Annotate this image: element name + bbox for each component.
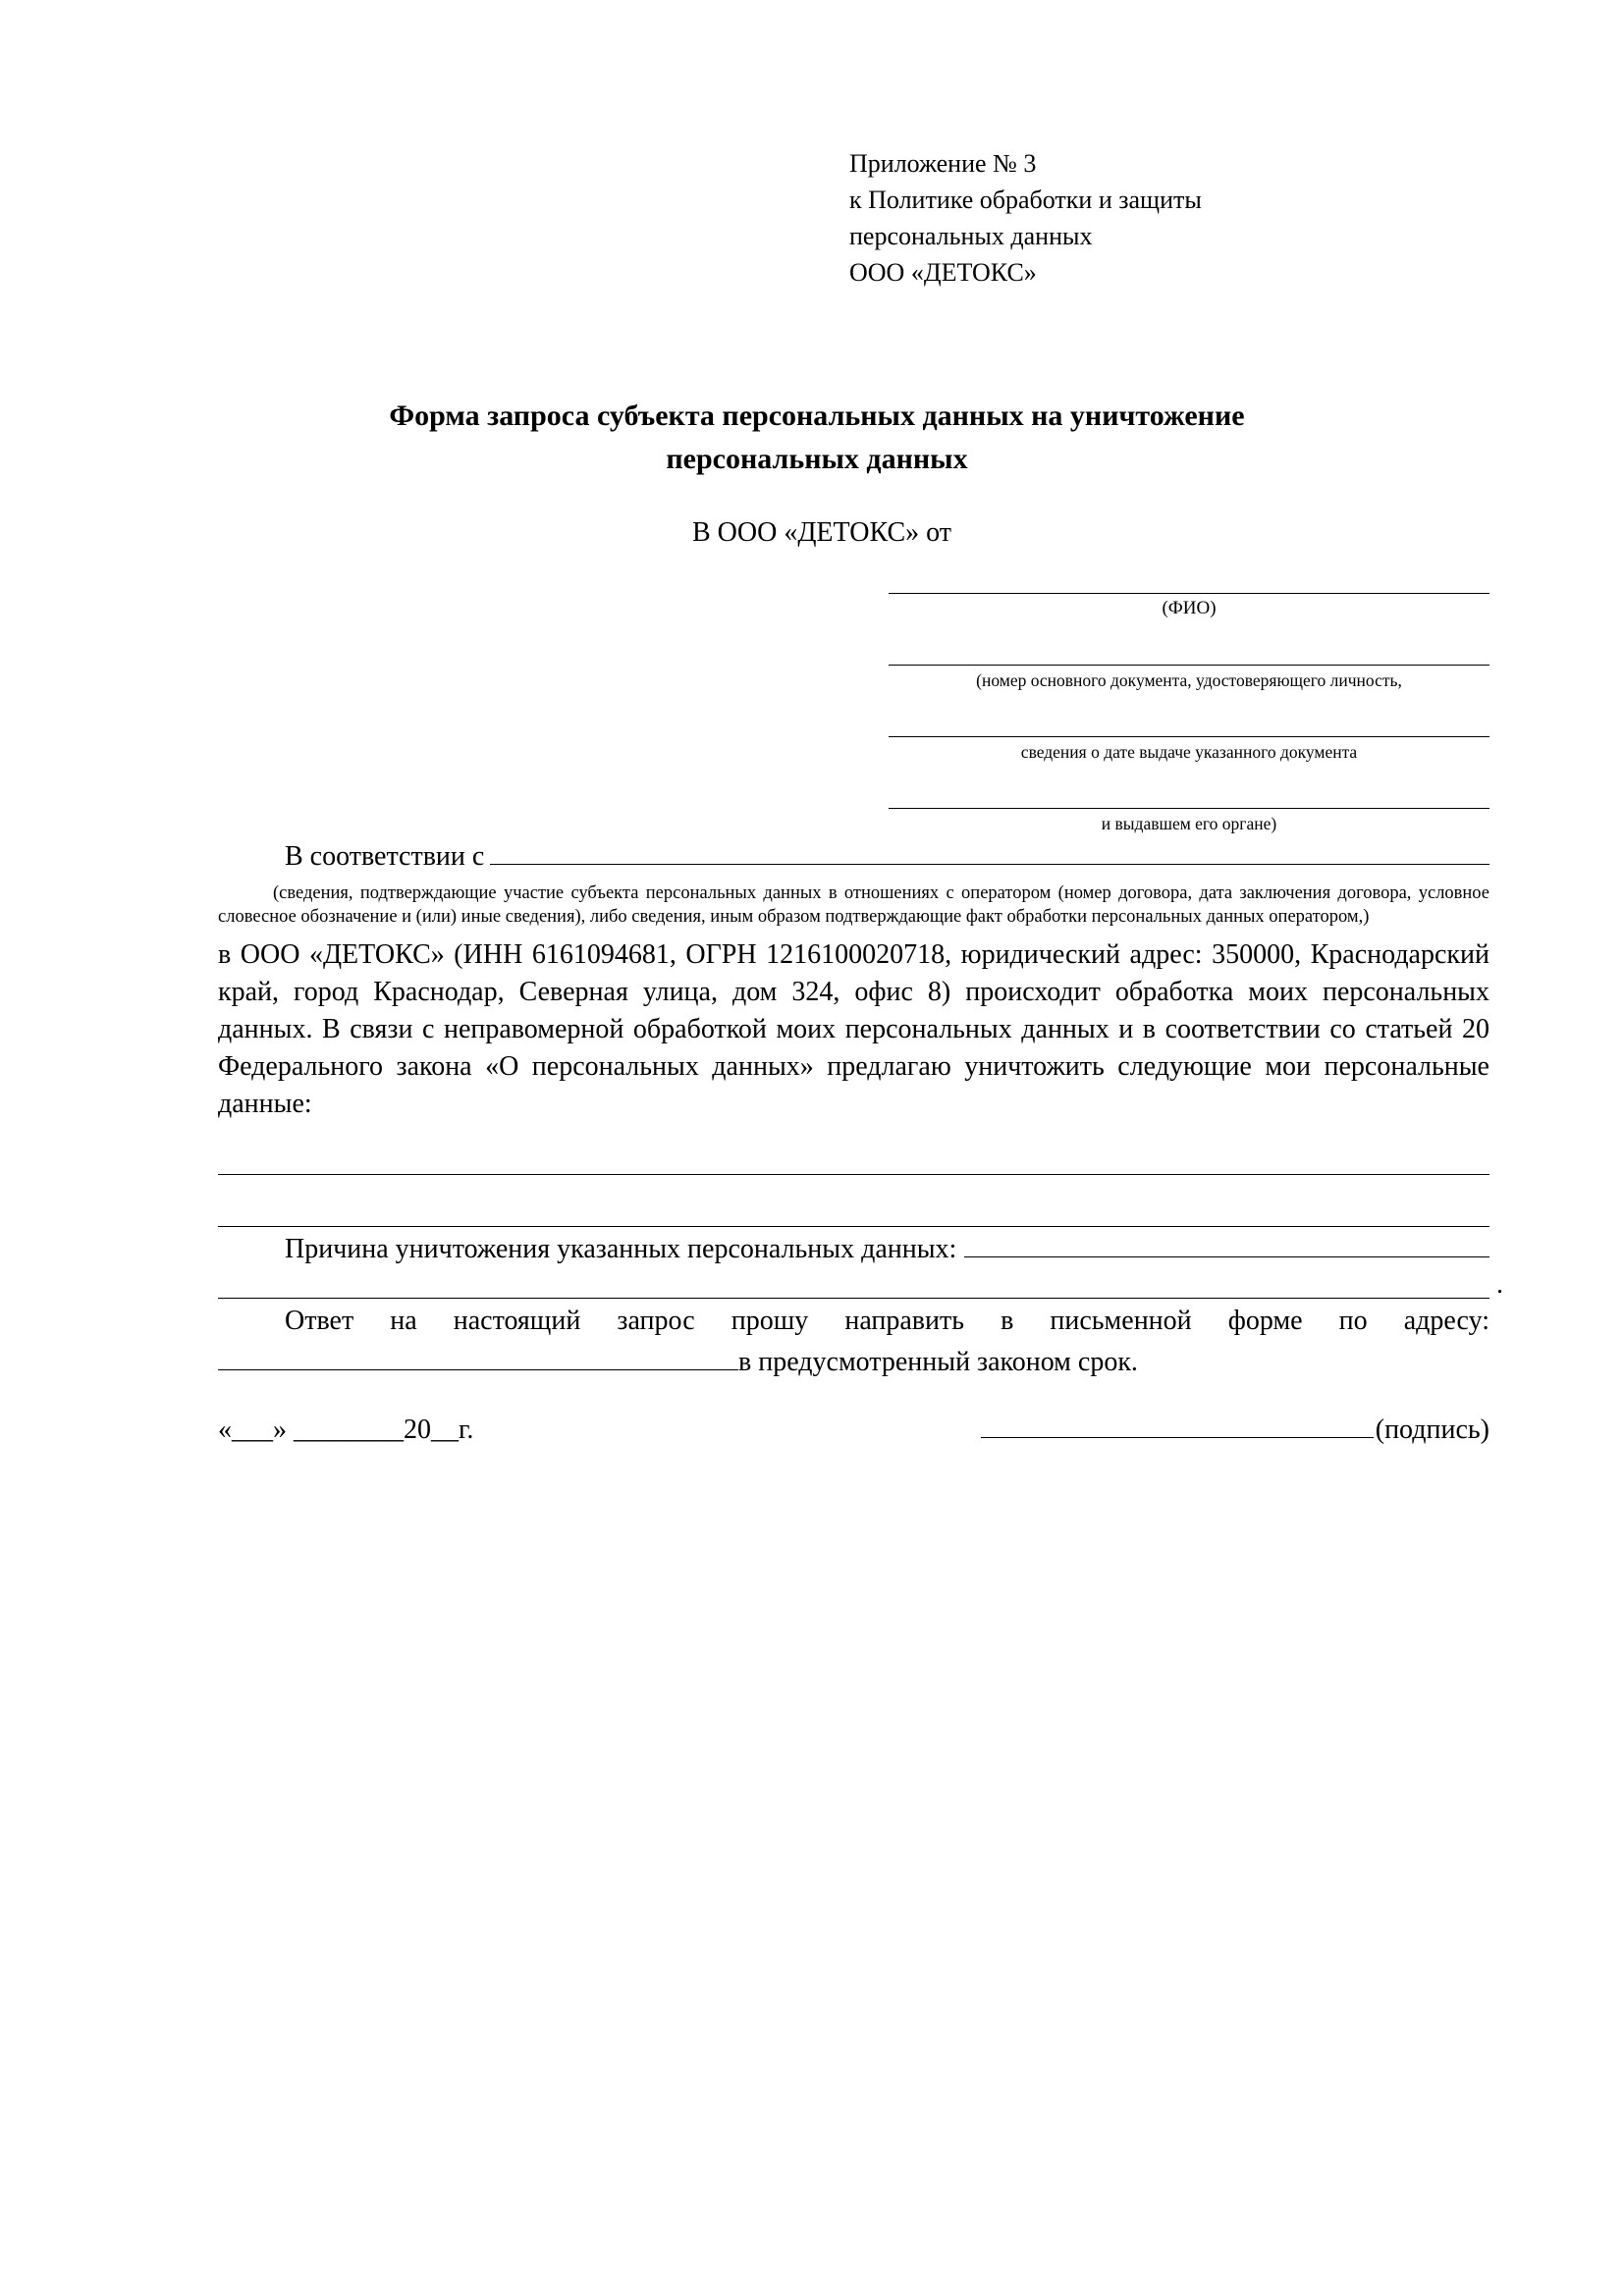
main-paragraph: в ООО «ДЕТОКС» (ИНН 6161094681, ОГРН 1216100020718, юридический адрес: 350000, Краснодарский край, город Краснодар, Северная улица, дом 324, офис 8) происходит обработка моих персональных данных. В связи с неправомерной обработкой моих персональных данных и в соответствии со статьей 20 Федерального закона «О персональных данных» предлагаю уничтожить следующие мои персональные данные: xyxy=(218,939,1489,1119)
applicant-document-date-input[interactable] xyxy=(889,703,1489,737)
answer-paragraph xyxy=(218,1303,1489,1340)
applicant-fio-input[interactable] xyxy=(889,560,1489,594)
page-title-line-1: Форма запроса субъекта персональных данных на уничтожение xyxy=(389,400,1245,432)
signature-field xyxy=(981,1412,1489,1446)
answer-address-row xyxy=(218,1342,1489,1381)
applicant-fio-caption: (ФИО) xyxy=(1162,598,1217,618)
applicant-fields xyxy=(889,560,1489,846)
reason-input-2[interactable] xyxy=(218,1268,1503,1300)
applicant-document-issuer-input[interactable] xyxy=(889,774,1489,809)
signature-row xyxy=(218,1412,1489,1446)
applicant-document-number-caption: (номер основного документа, удостоверяющего личность, xyxy=(976,670,1402,690)
applicant-document-date-caption: сведения о дате выдаче указанного документа xyxy=(1020,742,1358,762)
answer-address-tail: в предусмотренный законом срок. xyxy=(738,1347,1138,1377)
answer-paragraph-text: Ответ на настоящий запрос прошу направить в письменной форме по адресу: xyxy=(285,1306,1489,1336)
document-body xyxy=(218,836,1503,1381)
page-title xyxy=(218,395,1416,481)
answer-address-input[interactable] xyxy=(218,1342,738,1370)
appendix-line-3: персональных данных xyxy=(849,222,1093,250)
accordance-label: В соответствии с xyxy=(285,841,485,872)
applicant-document-issuer-caption: и выдавшем его органе) xyxy=(1101,814,1277,833)
page-title-line-2: персональных данных xyxy=(666,443,968,475)
accordance-note xyxy=(218,881,1489,929)
accordance-note-text: (сведения, подтверждающие участие субъекта персональных данных в отношениях с оператором (номер договора, дата заключения договора, условное словесное обозначение и (или) иные сведения), либо сведения, иным образом подтверждающие факт обработки персональных данных оператором,) xyxy=(218,883,1489,927)
reason-label: Причина уничтожения указанных персональных данных: xyxy=(285,1234,957,1264)
applicant-document-number-input[interactable] xyxy=(889,631,1489,666)
signature-input[interactable] xyxy=(981,1412,1374,1438)
appendix-header xyxy=(849,145,1360,291)
accordance-row xyxy=(218,836,1489,876)
addressee-line: В ООО «ДЕТОКС» от xyxy=(691,517,952,548)
reason-input-1[interactable] xyxy=(964,1229,1489,1257)
appendix-line-4: ООО «ДЕТОКС» xyxy=(849,258,1037,287)
signature-caption: (подпись) xyxy=(1375,1415,1489,1445)
appendix-line-2: к Политике обработки и защиты xyxy=(849,186,1202,214)
reason-row xyxy=(218,1229,1489,1268)
personal-data-input-line-1[interactable] xyxy=(218,1137,1489,1175)
accordance-input[interactable] xyxy=(490,836,1489,865)
date-field[interactable]: «___» ________20__г. xyxy=(218,1415,474,1445)
personal-data-input-line-2[interactable] xyxy=(218,1189,1489,1227)
appendix-line-1: Приложение № 3 xyxy=(849,149,1037,178)
reason-period: . xyxy=(1496,1269,1503,1300)
